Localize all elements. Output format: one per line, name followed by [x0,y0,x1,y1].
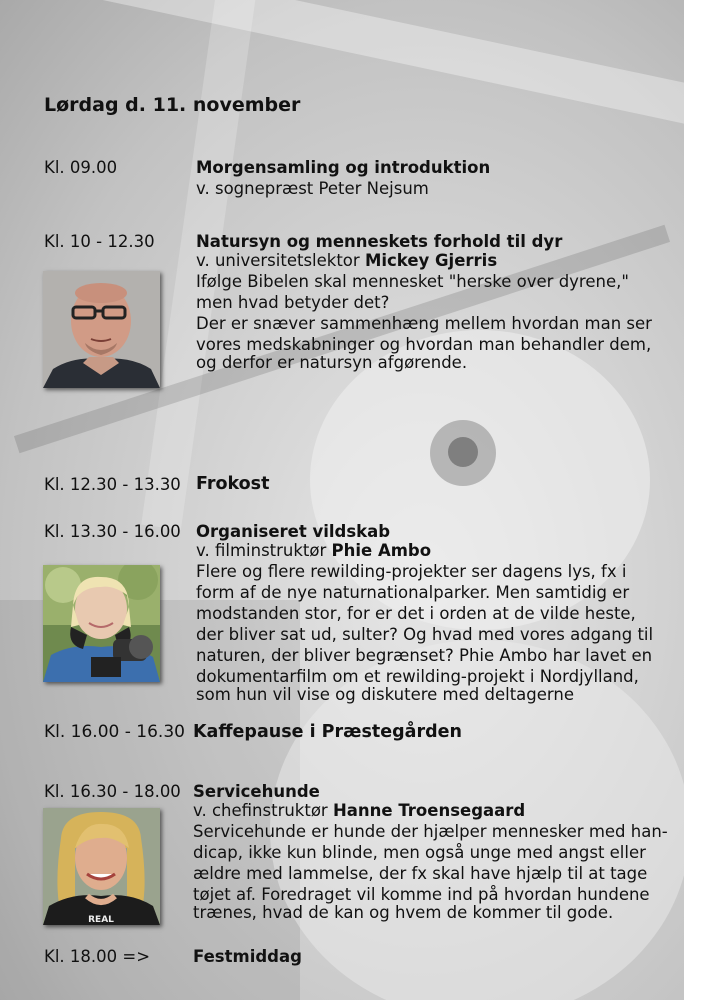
event-description-line: Der er snæver sammenhæng mellem hvordan man ser [196,314,652,333]
event-description-line: tøjet af. Foredraget vil komme ind på hvordan hundene [193,885,650,904]
event-description-line: form af de nye naturnationalparker. Men samtidig er [196,583,630,602]
event-description-line: dicap, ikke kun blinde, men også unge med angst eller [193,843,646,862]
speaker-name: Hanne Troensegaard [332,801,526,820]
event-time: Kl. 16.00 - 16.30 [44,722,185,742]
event-description-line: trænes, hvad de kan og hvem de kommer til gode. [193,903,614,922]
speaker-photo-mickey-gjerris [43,271,160,388]
event-description-line: naturen, der bliver begrænset? Phie Ambo har lavet en [196,646,653,665]
event-title: Festmiddag [193,947,302,966]
date-heading: Lørdag d. 11. november [44,94,301,116]
event-description-line: og derfor er natursyn afgørende. [196,353,468,372]
event-title: Kaffepause i Præstegården [193,722,462,742]
event-description-line: Ifølge Bibelen skal mennesket "herske over dyrene," [196,272,629,291]
speaker-role: v. universitetslektor [196,251,365,270]
event-description-line: ældre med lammelse, der fx skal have hjælp til at tage [193,864,648,883]
event-time: Kl. 16.30 - 18.00 [44,782,181,801]
speaker-name: Phie Ambo [331,541,432,560]
event-time: Kl. 09.00 [44,158,118,177]
event-description-line: som hun vil vise og diskutere med deltagerne [196,685,575,704]
event-title: Servicehunde [193,782,320,801]
event-title: Natursyn og menneskets forhold til dyr [196,232,563,251]
event-time: Kl. 12.30 - 13.30 [44,475,181,494]
event-speaker [196,250,497,271]
event-description-line: vores medskabninger og hvordan man behandler dem, [196,335,652,354]
event-description-line: modstanden stor, for er det i orden at de vilde heste, [196,604,636,623]
speaker-photo-hanne-troensegaard [43,808,160,925]
event-description-line: der bliver sat ud, sulter? Og hvad med vores adgang til [196,625,654,644]
speaker-role: v. filminstruktør [196,541,332,560]
shirt-text: REAL [88,915,114,925]
event-description-line: Servicehunde er hunde der hjælper mennesker med han- [193,822,668,841]
event-title: Frokost [196,474,270,494]
event-time: Kl. 13.30 - 16.00 [44,522,181,541]
event-time: Kl. 10 - 12.30 [44,232,155,251]
event-title: Morgensamling og introduktion [196,158,491,177]
event-title: Organiseret vildskab [196,522,391,541]
event-time: Kl. 18.00 => [44,947,151,966]
event-speaker: v. sognepræst Peter Nejsum [196,179,429,198]
event-description-line: men hvad betyder det? [196,293,390,312]
event-description-line: Flere og flere rewilding-projekter ser dagens lys, fx i [196,562,627,581]
event-description-line: dokumentarfilm om et rewilding-projekt i Nordjylland, [196,667,639,686]
event-speaker [193,800,525,821]
speaker-name: Mickey Gjerris [364,251,498,270]
speaker-role: v. chefinstruktør [193,801,333,820]
event-speaker [196,540,431,561]
speaker-photo-phie-ambo [43,565,160,682]
